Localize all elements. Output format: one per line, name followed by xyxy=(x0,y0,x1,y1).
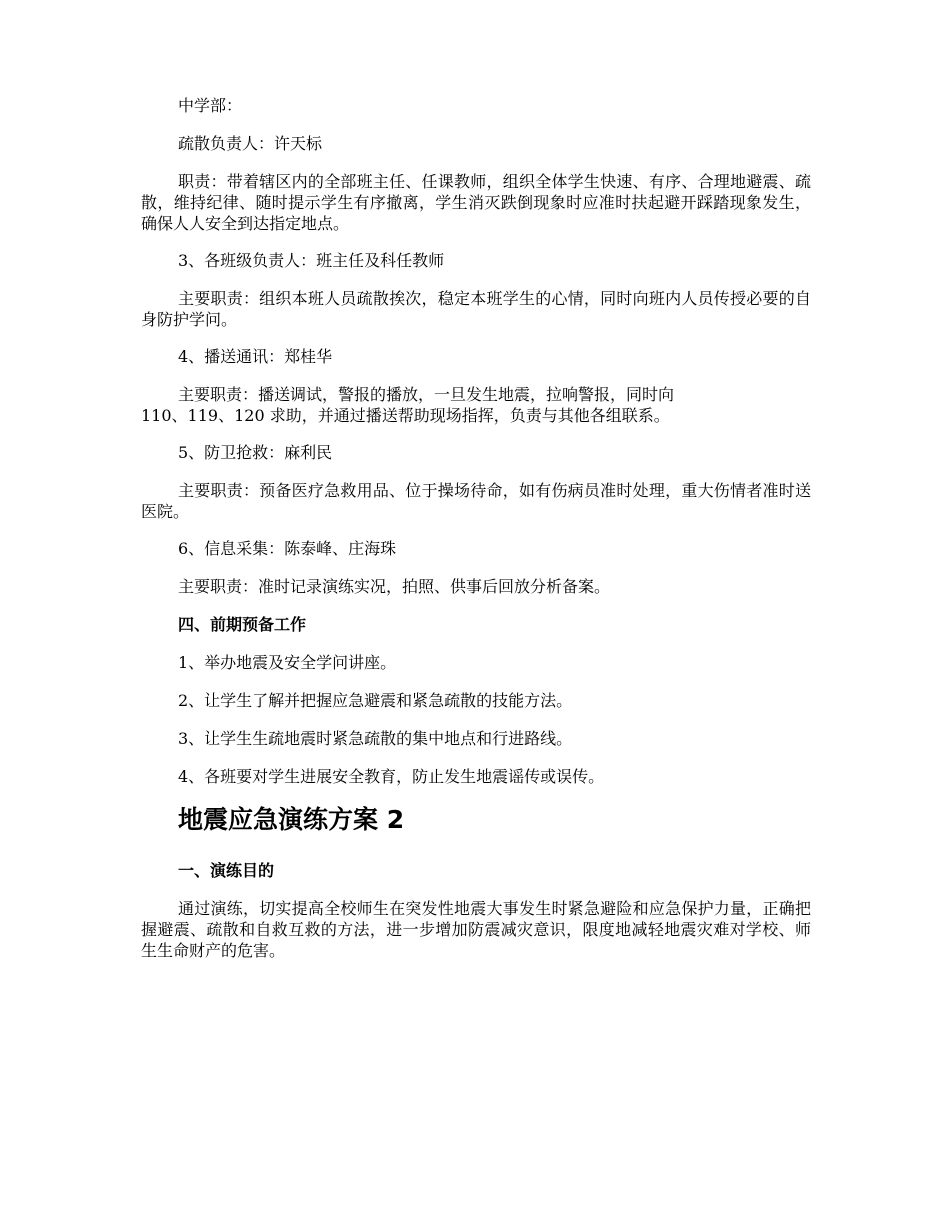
subheading-preparation: 四、前期预备工作 xyxy=(178,615,307,634)
paragraph-middle-school: 中学部： xyxy=(178,96,243,115)
section-heading-purpose: 一、演练目的 xyxy=(178,861,275,880)
paragraph-class-leaders: 3、各班级负责人：班主任及科任教师 xyxy=(178,251,445,270)
paragraph-rescue-duties: 主要职责：预备医疗急救用品、位于操场待命，如有伤病员准时处理，重大伤情者准时送医院。 xyxy=(141,481,811,521)
list-item-education: 4、各班要对学生进展安全教育，防止发生地震谣传或误传。 xyxy=(178,767,605,786)
paragraph-purpose: 通过演练，切实提高全校师生在突发性地震大事发生时紧急避险和应急保护力量，正确把握避震、疏散和自救互救的方法，进一步增加防震减灾意识，限度地减轻地震灾难对学校、师生生命财产的危害。 xyxy=(141,899,811,960)
list-item-skills: 2、让学生了解并把握应急避震和紧急疏散的技能方法。 xyxy=(178,691,573,710)
section-title-plan-2: 地震应急演练方案 2 xyxy=(178,805,405,834)
list-item-lecture: 1、举办地震及安全学问讲座。 xyxy=(178,653,397,672)
paragraph-info-duties: 主要职责：准时记录演练实况，拍照、供事后回放分析备案。 xyxy=(178,577,611,596)
list-item-route: 3、让学生生疏地震时紧急疏散的集中地点和行进路线。 xyxy=(178,729,573,748)
paragraph-info-collection: 6、信息采集：陈泰峰、庄海珠 xyxy=(178,539,397,558)
paragraph-rescue: 5、防卫抢救：麻利民 xyxy=(178,443,333,462)
paragraph-class-duties: 主要职责：组织本班人员疏散挨次，稳定本班学生的心情，同时向班内人员传授必要的自身防护学问。 xyxy=(141,289,811,329)
document-body xyxy=(141,95,811,977)
paragraph-evacuation-leader: 疏散负责人：许天标 xyxy=(178,134,323,153)
paragraph-broadcast: 4、播送通讯：郑桂华 xyxy=(178,347,333,366)
paragraph-broadcast-duties: 主要职责：播送调试，警报的播放，一旦发生地震，拉响警报，同时向 110、119、120 求助，并通过播送帮助现场指挥，负责与其他各组联系。 xyxy=(141,385,675,425)
paragraph-leader-duties: 职责：带着辖区内的全部班主任、任课教师，组织全体学生快速、有序、合理地避震、疏散，维持纪律、随时提示学生有序撤离，学生消灭跌倒现象时应准时扶起避开踩踏现象发生，确保人人安全到达指定地点。 xyxy=(141,172,811,233)
